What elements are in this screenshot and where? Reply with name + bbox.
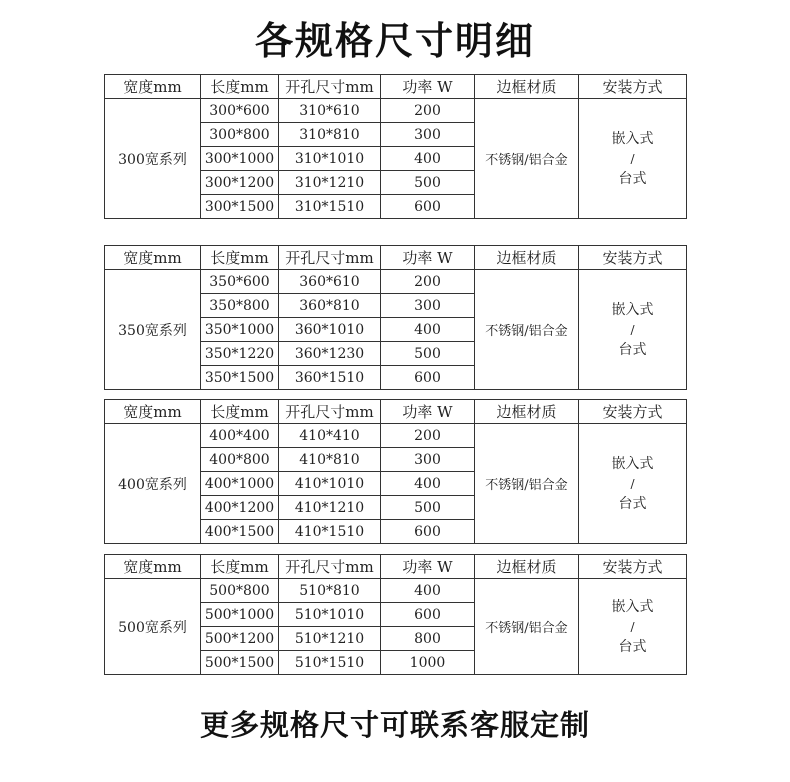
power-cell: 300 <box>381 123 475 147</box>
table-header-row <box>105 246 687 270</box>
length-cell: 350*1000 <box>201 318 279 342</box>
power-cell: 200 <box>381 424 475 448</box>
header-frame: 边框材质 <box>475 246 579 270</box>
install-cell <box>579 579 687 675</box>
hole-cell: 360*610 <box>279 270 381 294</box>
power-cell: 800 <box>381 627 475 651</box>
hole-cell: 360*1510 <box>279 366 381 390</box>
header-install: 安装方式 <box>579 400 687 424</box>
hole-cell: 310*810 <box>279 123 381 147</box>
header-width: 宽度mm <box>105 75 201 99</box>
hole-cell: 310*1010 <box>279 147 381 171</box>
length-cell: 500*800 <box>201 579 279 603</box>
header-width: 宽度mm <box>105 246 201 270</box>
length-cell: 300*1000 <box>201 147 279 171</box>
length-cell: 350*1500 <box>201 366 279 390</box>
power-cell: 600 <box>381 195 475 219</box>
page-title: 各规格尺寸明细 <box>254 19 535 63</box>
table-header-row <box>105 555 687 579</box>
length-cell: 500*1500 <box>201 651 279 675</box>
hole-cell: 410*1510 <box>279 520 381 544</box>
length-cell: 400*1000 <box>201 472 279 496</box>
header-hole: 开孔尺寸mm <box>279 400 381 424</box>
length-cell: 300*1500 <box>201 195 279 219</box>
header-frame: 边框材质 <box>475 400 579 424</box>
install-embedded: 嵌入式 <box>611 130 654 147</box>
header-width: 宽度mm <box>105 555 201 579</box>
header-length: 长度mm <box>201 75 279 99</box>
header-frame: 边框材质 <box>475 555 579 579</box>
power-cell: 600 <box>381 366 475 390</box>
install-separator: / <box>630 476 635 491</box>
power-cell: 600 <box>381 520 475 544</box>
hole-cell: 410*410 <box>279 424 381 448</box>
power-cell: 500 <box>381 496 475 520</box>
power-cell: 400 <box>381 472 475 496</box>
header-length: 长度mm <box>201 555 279 579</box>
table-row <box>105 99 687 123</box>
hole-cell: 360*1230 <box>279 342 381 366</box>
install-tabletop: 台式 <box>618 341 647 358</box>
hole-cell: 410*1210 <box>279 496 381 520</box>
length-cell: 400*1200 <box>201 496 279 520</box>
header-power: 功率 W <box>381 555 475 579</box>
hole-cell: 510*1210 <box>279 627 381 651</box>
table-header-row <box>105 75 687 99</box>
length-cell: 400*400 <box>201 424 279 448</box>
spec-table-500 <box>104 554 686 675</box>
table-row <box>105 424 687 448</box>
power-cell: 600 <box>381 603 475 627</box>
length-cell: 350*1220 <box>201 342 279 366</box>
spec-table-400 <box>104 399 686 544</box>
header-frame: 边框材质 <box>475 75 579 99</box>
power-cell: 300 <box>381 448 475 472</box>
install-cell <box>579 424 687 544</box>
table-row <box>105 270 687 294</box>
header-install: 安装方式 <box>579 75 687 99</box>
power-cell: 200 <box>381 270 475 294</box>
series-cell: 400宽系列 <box>105 424 201 544</box>
header-width: 宽度mm <box>105 400 201 424</box>
spec-table-350 <box>104 245 686 390</box>
power-cell: 500 <box>381 171 475 195</box>
hole-cell: 510*1510 <box>279 651 381 675</box>
install-tabletop: 台式 <box>618 495 647 512</box>
length-cell: 350*800 <box>201 294 279 318</box>
length-cell: 300*600 <box>201 99 279 123</box>
series-cell: 350宽系列 <box>105 270 201 390</box>
install-separator: / <box>630 322 635 337</box>
header-length: 长度mm <box>201 246 279 270</box>
footer-note: 更多规格尺寸可联系客服定制 <box>199 708 590 742</box>
install-cell <box>579 99 687 219</box>
install-separator: / <box>630 151 635 166</box>
install-cell <box>579 270 687 390</box>
length-cell: 300*1200 <box>201 171 279 195</box>
power-cell: 400 <box>381 147 475 171</box>
install-embedded: 嵌入式 <box>611 455 654 472</box>
header-hole: 开孔尺寸mm <box>279 246 381 270</box>
length-cell: 400*1500 <box>201 520 279 544</box>
hole-cell: 360*1010 <box>279 318 381 342</box>
length-cell: 500*1000 <box>201 603 279 627</box>
series-cell: 300宽系列 <box>105 99 201 219</box>
power-cell: 500 <box>381 342 475 366</box>
header-hole: 开孔尺寸mm <box>279 555 381 579</box>
install-tabletop: 台式 <box>618 170 647 187</box>
table-header-row <box>105 400 687 424</box>
power-cell: 400 <box>381 579 475 603</box>
header-length: 长度mm <box>201 400 279 424</box>
material-cell: 不锈钢/铝合金 <box>475 270 579 390</box>
install-tabletop: 台式 <box>618 638 647 655</box>
length-cell: 300*800 <box>201 123 279 147</box>
series-cell: 500宽系列 <box>105 579 201 675</box>
header-install: 安装方式 <box>579 246 687 270</box>
power-cell: 200 <box>381 99 475 123</box>
header-power: 功率 W <box>381 75 475 99</box>
hole-cell: 410*810 <box>279 448 381 472</box>
power-cell: 1000 <box>381 651 475 675</box>
header-install: 安装方式 <box>579 555 687 579</box>
hole-cell: 410*1010 <box>279 472 381 496</box>
header-hole: 开孔尺寸mm <box>279 75 381 99</box>
hole-cell: 310*1510 <box>279 195 381 219</box>
spec-table-300 <box>104 74 686 219</box>
table-row <box>105 579 687 603</box>
length-cell: 500*1200 <box>201 627 279 651</box>
hole-cell: 310*1210 <box>279 171 381 195</box>
material-cell: 不锈钢/铝合金 <box>475 579 579 675</box>
power-cell: 300 <box>381 294 475 318</box>
material-cell: 不锈钢/铝合金 <box>475 424 579 544</box>
power-cell: 400 <box>381 318 475 342</box>
install-embedded: 嵌入式 <box>611 598 654 615</box>
header-power: 功率 W <box>381 400 475 424</box>
install-embedded: 嵌入式 <box>611 301 654 318</box>
hole-cell: 510*810 <box>279 579 381 603</box>
hole-cell: 310*610 <box>279 99 381 123</box>
header-power: 功率 W <box>381 246 475 270</box>
length-cell: 400*800 <box>201 448 279 472</box>
length-cell: 350*600 <box>201 270 279 294</box>
install-separator: / <box>630 619 635 634</box>
hole-cell: 360*810 <box>279 294 381 318</box>
hole-cell: 510*1010 <box>279 603 381 627</box>
material-cell: 不锈钢/铝合金 <box>475 99 579 219</box>
